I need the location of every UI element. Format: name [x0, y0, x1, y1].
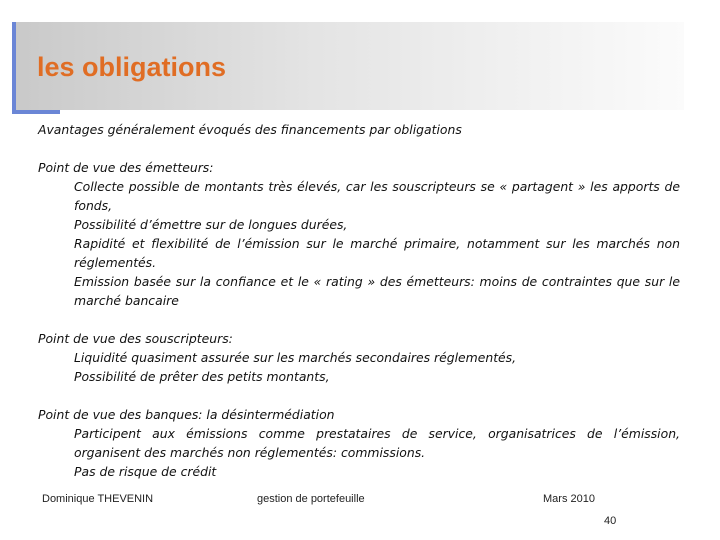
footer-date: Mars 2010	[543, 493, 595, 505]
list-item: Collecte possible de montants très élevés, car les souscripteurs se « partagent » les apports de fonds,	[74, 179, 680, 213]
slide-subtitle: Avantages généralement évoqués des financements par obligations	[38, 122, 462, 137]
section-items	[38, 424, 680, 481]
list-item: Pas de risque de crédit	[74, 464, 217, 479]
footer-course: gestion de portefeuille	[257, 493, 365, 505]
list-item: Possibilité d’émettre sur de longues durées,	[74, 217, 348, 232]
list-item: Rapidité et flexibilité de l’émission sur le marché primaire, notamment sur les marchés non réglementés.	[74, 236, 680, 270]
section-items	[38, 177, 680, 310]
title-accent-vertical	[12, 22, 16, 114]
section-heading: Point de vue des banques: la désintermédiation	[38, 407, 335, 422]
slide-title: les obligations	[37, 52, 227, 82]
section-heading: Point de vue des émetteurs:	[38, 160, 214, 175]
list-item: Participent aux émissions comme prestataires de service, organisatrices de l’émission, organisent des marchés non réglementés: commissions.	[74, 426, 680, 460]
list-item: Possibilité de prêter des petits montants,	[74, 369, 330, 384]
section-souscripteurs	[38, 329, 680, 386]
page-number: 40	[604, 515, 617, 527]
section-items	[38, 348, 680, 386]
section-banques	[38, 405, 680, 481]
list-item: Emission basée sur la confiance et le « rating » des émetteurs: moins de contraintes que sur le marché bancaire	[74, 274, 680, 308]
section-heading: Point de vue des souscripteurs:	[38, 331, 233, 346]
title-accent-horizontal	[12, 110, 60, 114]
list-item: Liquidité quasiment assurée sur les marchés secondaires réglementés,	[74, 350, 517, 365]
section-emetteurs	[38, 158, 680, 310]
slide-content	[38, 120, 680, 481]
footer-author: Dominique THEVENIN	[42, 493, 154, 505]
